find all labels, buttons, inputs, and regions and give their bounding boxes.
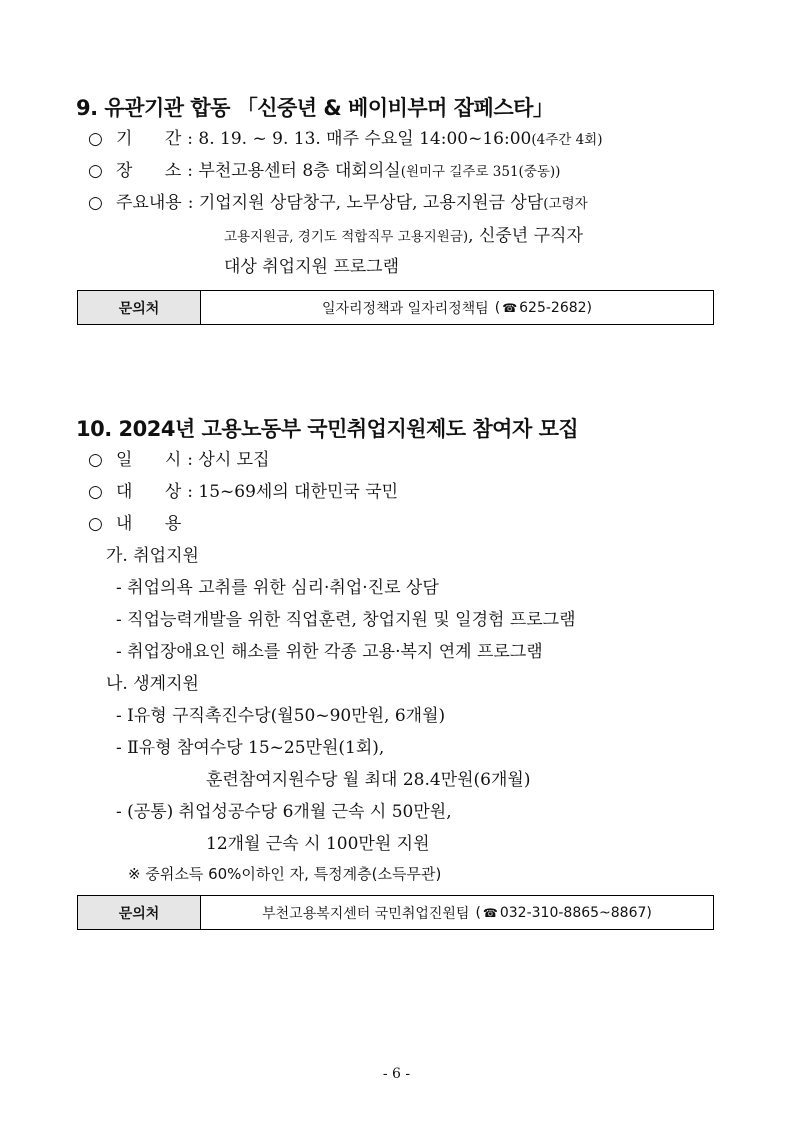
date-value: : 상시 모집 [187,450,270,470]
contact-phone: 032-310-8865~8867 [499,904,647,921]
bullet-circle-icon: ○ [88,450,103,470]
a-item-2: - 직업능력개발을 위한 직업훈련, 창업지원 및 일경험 프로그램 [116,610,576,630]
b-item-2: - Ⅱ유형 참여수당 15~25만원(1회), [116,738,385,758]
content-line3: 대상 취업지원 프로그램 [224,257,400,277]
content-label: 내 용 [116,514,182,534]
s10-target-row [88,480,398,504]
s9-content-row2 [224,224,583,249]
date-label: 일 시 [116,450,182,470]
bullet-circle-icon: ○ [88,161,103,181]
s9-content-row [88,191,588,216]
target-value: : 15~69세의 대한민국 국민 [187,482,399,502]
place-value: : 부천고용센터 8층 대회의실 [187,161,401,181]
b-item-3-cont: 12개월 근속 시 100만원 지원 [206,834,430,854]
contact-value: 일자리정책과 일자리정책팀 ( ☎ 625-2682 ) [321,299,593,317]
contact-text: 일자리정책과 일자리정책팀 [321,300,489,317]
phone-icon: ☎ [502,300,518,315]
a-item-3: - 취업장애요인 해소를 위한 각종 고용·복지 연계 프로그램 [116,642,543,662]
contact-label: 문의처 [78,896,201,929]
period-note: (4주간 4회) [531,132,603,148]
a-item-1: - 취업의욕 고취를 위한 심리·취업·진로 상담 [116,578,439,598]
target-label: 대 상 [116,482,182,502]
s9-place-row [88,159,560,184]
phone-icon: ☎ [482,905,498,920]
content-line1: : 기업지원 상담창구, 노무상담, 고용지원금 상담 [187,193,544,213]
b-item-3: - (공통) 취업성공수당 6개월 근속 시 50만원, [116,802,452,822]
contact-value: 부천고용복지센터 국민취업진원팀 ( ☎ 032-310-8865~8867 ) [262,904,652,922]
s9-content-row3 [224,255,399,279]
period-value: : 8. 19. ~ 9. 13. 매주 수요일 14:00~16:00 [187,129,532,149]
section-9-title: 9. 유관기관 합동 「신중년 & 베이비부머 잡페스타」 [76,96,554,120]
content-line1-note: (고령자 [543,196,588,212]
b-heading: 나. 생계지원 [106,674,199,694]
bullet-circle-icon: ○ [88,193,103,213]
content-line2: , 신중년 구직자 [468,226,583,246]
s9-period-row [88,127,602,152]
bullet-circle-icon: ○ [88,129,103,149]
period-label: 기 간 [116,129,182,149]
section-10-title: 10. 2024년 고용노동부 국민취업지원제도 참여자 모집 [76,417,579,441]
contact-label: 문의처 [78,291,201,324]
s9-contact-box [77,290,714,325]
contact-phone: 625-2682 [519,299,587,316]
a-heading: 가. 취업지원 [106,546,199,566]
s10-contact-box [77,895,714,930]
content-label: 주요내용 [116,193,182,213]
place-label: 장 소 [116,161,182,181]
bullet-circle-icon: ○ [88,514,103,534]
content-line2-note: 고용지원금, 경기도 적합직무 고용지원금) [224,229,469,245]
s10-date-row [88,448,270,472]
note: ※ 중위소득 60%이하인 자, 특정계층(소득무관) [128,865,442,883]
bullet-circle-icon: ○ [88,482,103,502]
page-number: - 6 - [382,1066,411,1082]
b-item-1: - Ⅰ유형 구직촉진수당(월50~90만원, 6개월) [116,706,446,726]
contact-text: 부천고용복지센터 국민취업진원팀 [262,905,470,922]
s10-content-row [88,512,181,536]
b-item-2-cont: 훈련참여지원수당 월 최대 28.4만원(6개월) [206,770,531,790]
place-note: (원미구 길주로 351(중동)) [400,164,561,180]
